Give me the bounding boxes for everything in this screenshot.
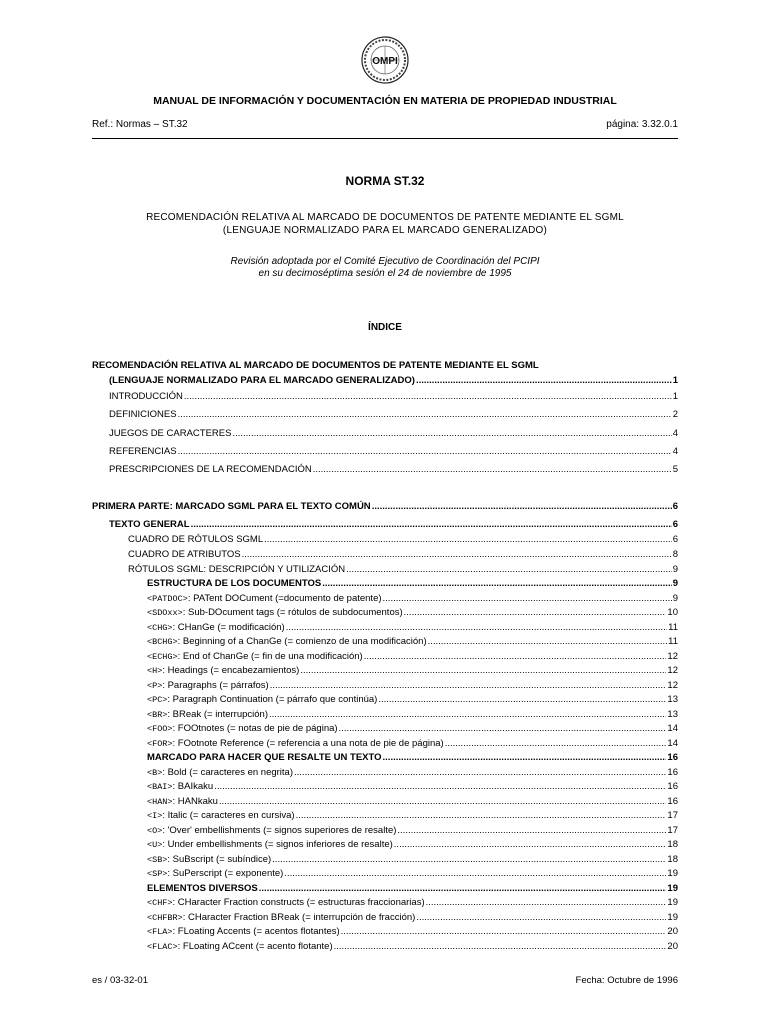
toc-entry[interactable] — [109, 519, 678, 530]
toc-page-number: 19 — [667, 897, 678, 908]
sgml-tag: <CHF> — [147, 898, 173, 908]
sgml-tag: <FLAC> — [147, 942, 178, 952]
toc-entry-title — [147, 607, 403, 618]
toc-entry-text: : Under embellishments (= signos inferiores de resalte) — [162, 839, 393, 850]
toc-page-number: 9 — [672, 593, 678, 604]
toc-entry[interactable] — [147, 941, 678, 952]
footer-date: Fecha: Octubre de 1996 — [575, 975, 678, 986]
toc-leader-dots — [426, 897, 667, 908]
toc-entry-text: ESTRUCTURA DE LOS DOCUMENTOS — [147, 578, 322, 589]
toc-page-number: 16 — [667, 796, 678, 807]
toc-entry[interactable] — [147, 854, 678, 865]
toc-leader-dots — [383, 593, 672, 604]
toc-entry-title — [147, 839, 393, 850]
toc-entry[interactable] — [147, 665, 678, 676]
toc-leader-dots — [232, 428, 671, 439]
toc-entry-title — [92, 501, 371, 512]
toc-entry-title — [147, 636, 427, 647]
toc-page-number: 8 — [672, 549, 678, 560]
toc-page-number: 11 — [668, 622, 678, 633]
toc-entry-title — [109, 446, 177, 457]
toc-entry-text: INTRODUCCIÓN — [109, 391, 183, 402]
toc-entry-title — [147, 694, 377, 705]
toc-entry-text: : End of ChanGe (= fin de una modificación) — [177, 651, 363, 662]
toc-entry-text: : BAIkaku — [172, 781, 214, 792]
toc-entry-title — [147, 709, 268, 720]
toc-entry-text: TEXTO GENERAL — [109, 519, 190, 530]
toc-entry[interactable] — [92, 501, 678, 512]
toc-entry[interactable] — [147, 723, 678, 734]
toc-entry-text: : Sub-DOcument tags (= rótulos de subdocumentos) — [182, 607, 403, 618]
toc-entry-title — [128, 564, 345, 575]
toc-entry-text: (LENGUAJE NORMALIZADO PARA EL MARCADO GENERALIZADO) — [109, 375, 415, 386]
toc-leader-dots — [300, 665, 666, 676]
toc-entry-text: : Headings (= encabezamientos) — [162, 665, 300, 676]
toc-page-number: 14 — [667, 738, 678, 749]
toc-entry-title — [147, 680, 269, 691]
toc-leader-dots — [219, 796, 667, 807]
sgml-tag: <U> — [147, 840, 163, 850]
sgml-tag: <FLA> — [147, 927, 173, 937]
toc-entry-text: : FLoating ACcent (= acento flotante) — [177, 941, 333, 952]
toc-entry[interactable] — [147, 709, 678, 720]
toc-entry-text: : BReak (= interrupción) — [167, 709, 268, 720]
toc-page-number: 6 — [672, 534, 678, 545]
toc-entry-title — [147, 723, 338, 734]
toc-entry[interactable] — [147, 622, 678, 633]
toc-page-number: 17 — [667, 825, 678, 836]
toc-entry-title — [147, 767, 293, 778]
toc-entry[interactable] — [147, 767, 678, 778]
toc-entry[interactable] — [147, 810, 678, 821]
toc-entry-text: : SuPerscript (= exponente) — [167, 868, 284, 879]
toc-entry[interactable] — [128, 564, 678, 575]
toc-entry-title — [147, 796, 218, 807]
toc-leader-dots — [294, 767, 666, 778]
toc-entry[interactable] — [109, 409, 678, 420]
toc-leader-dots — [270, 680, 667, 691]
sgml-tag: <B> — [147, 768, 163, 778]
toc-page-number: 9 — [672, 564, 678, 575]
sgml-tag: <BR> — [147, 710, 168, 720]
sgml-tag: <FOR> — [147, 739, 173, 749]
toc-leader-dots — [378, 694, 666, 705]
toc-leader-dots — [272, 854, 666, 865]
toc-leader-dots — [191, 519, 672, 530]
toc-entry[interactable] — [147, 781, 678, 792]
toc-entry-text: : Paragraph Continuation (= párrafo que continúa) — [167, 694, 378, 705]
toc-entry-text: : CHanGe (= modificación) — [172, 622, 285, 633]
toc-page-number: 1 — [672, 391, 678, 402]
toc-entry-text: : Paragraphs (= párrafos) — [162, 680, 269, 691]
toc-page-number: 2 — [672, 409, 678, 420]
toc-entry-title — [109, 409, 177, 420]
toc-entry-text: : CHaracter Fraction BReak (= interrupción de fracción) — [182, 912, 416, 923]
toc-leader-dots — [404, 607, 667, 618]
toc-page-number: 5 — [672, 464, 678, 475]
toc-entry-title — [147, 897, 425, 908]
toc-entry-text: PRIMERA PARTE: MARCADO SGML PARA EL TEXTO COMÚN — [92, 501, 371, 512]
toc-entry-title — [147, 665, 299, 676]
sgml-tag: <P> — [147, 681, 163, 691]
toc-entry-title — [147, 825, 396, 836]
sgml-tag: <BCHG> — [147, 637, 178, 647]
toc-entry-title — [147, 622, 285, 633]
toc-entry-text: PRESCRIPCIONES DE LA RECOMENDACIÓN — [109, 464, 312, 475]
revision-note — [0, 256, 770, 280]
toc-page-number: 13 — [667, 709, 678, 720]
toc-entry-text: : CHaracter Fraction constructs (= estructuras fraccionarias) — [172, 897, 425, 908]
toc-entry-title — [109, 464, 312, 475]
toc-leader-dots — [364, 651, 667, 662]
toc-page-number: 11 — [668, 636, 678, 647]
toc-entry-text: : PATent DOCument (=documento de patente) — [187, 593, 382, 604]
toc-entry-title — [147, 926, 340, 937]
toc-leader-dots — [346, 564, 672, 575]
toc-entry-title — [128, 549, 241, 560]
toc-entry[interactable] — [147, 926, 678, 937]
footer-code: es / 03-32-01 — [92, 975, 148, 986]
ompi-logo — [359, 34, 411, 86]
toc-entry-title — [92, 360, 539, 371]
sgml-tag: <H> — [147, 666, 163, 676]
toc-entry-title — [147, 854, 271, 865]
toc-entry[interactable] — [147, 912, 678, 923]
toc-page-number: 12 — [667, 651, 678, 662]
toc-leader-dots — [416, 375, 672, 386]
toc-entry[interactable] — [147, 578, 678, 589]
toc-page-number: 12 — [667, 680, 678, 691]
recommendation-title — [0, 211, 770, 237]
toc-entry-title — [147, 883, 258, 894]
toc-leader-dots — [313, 464, 672, 475]
toc-page-number: 16 — [667, 781, 678, 792]
toc-leader-dots — [269, 709, 666, 720]
reference: Ref.: Normas – ST.32 — [92, 119, 188, 130]
toc-entry-text: : FOotnote Reference (= referencia a una nota de pie de página) — [172, 738, 444, 749]
toc-page-number: 19 — [667, 883, 678, 894]
toc-entry-text: CUADRO DE ATRIBUTOS — [128, 549, 241, 560]
toc-entry-title — [128, 534, 263, 545]
toc-entry[interactable] — [92, 360, 539, 371]
toc-entry[interactable] — [147, 694, 678, 705]
sgml-tag: <CHG> — [147, 623, 173, 633]
toc-entry-text: REFERENCIAS — [109, 446, 177, 457]
toc-entry-text: ELEMENTOS DIVERSOS — [147, 883, 258, 894]
toc-entry-title — [109, 375, 415, 386]
toc-leader-dots — [394, 839, 667, 850]
toc-page-number: 18 — [667, 854, 678, 865]
toc-entry-title — [109, 519, 190, 530]
toc-entry[interactable] — [147, 651, 678, 662]
toc-entry-title — [147, 593, 382, 604]
sgml-tag: <O> — [147, 826, 163, 836]
toc-leader-dots — [428, 636, 668, 647]
sgml-tag: <PC> — [147, 695, 168, 705]
toc-entry-title — [147, 578, 321, 589]
toc-entry-title — [147, 651, 363, 662]
manual-title: MANUAL DE INFORMACIÓN Y DOCUMENTACIÓN EN MATERIA DE PROPIEDAD INDUSTRIAL — [153, 95, 617, 107]
toc-entry-text: : HANkaku — [172, 796, 218, 807]
toc-entry-text: JUEGOS DE CARACTERES — [109, 428, 232, 439]
page-number: página: 3.32.0.1 — [606, 119, 678, 130]
toc-page-number: 13 — [667, 694, 678, 705]
toc-entry[interactable] — [147, 738, 678, 749]
toc-entry[interactable] — [147, 636, 678, 647]
toc-entry-text: RÓTULOS SGML: DESCRIPCIÓN Y UTILIZACIÓN — [128, 564, 346, 575]
toc-page-number: 4 — [672, 428, 678, 439]
revision-line-2: en su decimoséptima sesión el 24 de noviembre de 1995 — [258, 268, 512, 279]
toc-entry-title — [147, 941, 333, 952]
toc-entry-text: : FLoating Accents (= acentos flotantes) — [172, 926, 340, 937]
toc-page-number: 16 — [667, 767, 678, 778]
toc-entry[interactable] — [147, 680, 678, 691]
toc-leader-dots — [178, 409, 672, 420]
toc-page-number: 14 — [667, 723, 678, 734]
toc-page-number: 9 — [672, 578, 678, 589]
sgml-tag: <SB> — [147, 855, 168, 865]
toc-leader-dots — [178, 446, 672, 457]
recommendation-line-2: (LENGUAJE NORMALIZADO PARA EL MARCADO GENERALIZADO) — [222, 225, 548, 236]
index-heading: ÍNDICE — [368, 322, 402, 333]
toc-page-number: 20 — [667, 926, 678, 937]
toc-leader-dots — [284, 868, 666, 879]
toc-leader-dots — [296, 810, 667, 821]
toc-page-number: 4 — [672, 446, 678, 457]
sgml-tag: <PATDOC> — [147, 594, 188, 604]
toc-entry-text: RECOMENDACIÓN RELATIVA AL MARCADO DE DOCUMENTOS DE PATENTE MEDIANTE EL SGML — [92, 360, 539, 371]
toc-leader-dots — [334, 941, 667, 952]
toc-page-number: 19 — [667, 912, 678, 923]
toc-leader-dots — [341, 926, 667, 937]
toc-entry[interactable] — [147, 883, 678, 894]
sgml-tag: <BAI> — [147, 782, 173, 792]
toc-entry-text: : Beginning of a ChanGe (= comienzo de una modificación) — [177, 636, 427, 647]
toc-leader-dots — [264, 534, 672, 545]
sgml-tag: <FOO> — [147, 724, 173, 734]
toc-entry-title — [147, 912, 415, 923]
toc-entry[interactable] — [147, 825, 678, 836]
toc-page-number: 18 — [667, 839, 678, 850]
sgml-tag: <ECHG> — [147, 652, 178, 662]
toc-entry[interactable] — [128, 534, 678, 545]
toc-entry[interactable] — [109, 391, 678, 402]
toc-leader-dots — [322, 578, 672, 589]
sgml-tag: <HAN> — [147, 797, 173, 807]
toc-entry-text: : Bold (= caracteres en negrita) — [162, 767, 294, 778]
logo-text: OMPI — [372, 56, 398, 67]
toc-entry[interactable] — [147, 897, 678, 908]
toc-entry-text: MARCADO PARA HACER QUE RESALTE UN TEXTO — [147, 752, 382, 763]
sgml-tag: <SP> — [147, 869, 168, 879]
toc-leader-dots — [242, 549, 672, 560]
toc-entry-text: CUADRO DE RÓTULOS SGML — [128, 534, 264, 545]
toc-entry-title — [109, 391, 183, 402]
toc-entry[interactable] — [128, 549, 678, 560]
toc-page-number: 19 — [667, 868, 678, 879]
toc-entry-title — [109, 428, 231, 439]
toc-entry[interactable] — [147, 796, 678, 807]
toc-leader-dots — [397, 825, 666, 836]
toc-entry[interactable] — [147, 607, 678, 618]
toc-entry[interactable] — [109, 464, 678, 475]
toc-entry[interactable] — [147, 868, 678, 879]
toc-entry-title — [147, 810, 295, 821]
sgml-tag: <I> — [147, 811, 163, 821]
toc-entry-text: : FOOtnotes (= notas de pie de página) — [172, 723, 338, 734]
toc-page-number: 12 — [667, 665, 678, 676]
toc-entry-title — [147, 752, 382, 763]
toc-leader-dots — [339, 723, 667, 734]
toc-leader-dots — [445, 738, 667, 749]
toc-page-number: 1 — [672, 375, 678, 386]
toc-entry[interactable] — [147, 752, 678, 763]
toc-page-number: 16 — [667, 752, 678, 763]
toc-page-number: 6 — [672, 519, 678, 530]
toc-page-number: 20 — [667, 941, 678, 952]
sgml-tag: <SDOxx> — [147, 608, 183, 618]
toc-entry-title — [147, 868, 283, 879]
toc-entry-text: DEFINICIONES — [109, 409, 177, 420]
toc-entry[interactable] — [109, 446, 678, 457]
toc-leader-dots — [184, 391, 672, 402]
header-divider — [92, 138, 678, 139]
toc-leader-dots — [286, 622, 667, 633]
toc-leader-dots — [259, 883, 667, 894]
toc-leader-dots — [383, 752, 667, 763]
recommendation-line-1: RECOMENDACIÓN RELATIVA AL MARCADO DE DOCUMENTOS DE PATENTE MEDIANTE EL SGML — [146, 212, 624, 223]
toc-entry-text: : 'Over' embellishments (= signos superiores de resalte) — [162, 825, 397, 836]
toc-leader-dots — [214, 781, 666, 792]
revision-line-1: Revisión adoptada por el Comité Ejecutivo de Coordinación del PCIPI — [230, 256, 540, 267]
toc-page-number: 10 — [667, 607, 678, 618]
toc-leader-dots — [416, 912, 666, 923]
document-title: NORMA ST.32 — [345, 174, 425, 188]
toc-entry-title — [147, 781, 213, 792]
toc-entry-text: : SuBscript (= subíndice) — [167, 854, 272, 865]
toc-entry[interactable] — [109, 375, 678, 386]
toc-page-number: 6 — [672, 501, 678, 512]
toc-leader-dots — [372, 501, 672, 512]
toc-entry[interactable] — [147, 839, 678, 850]
toc-entry-title — [147, 738, 444, 749]
sgml-tag: <CHFBR> — [147, 913, 183, 923]
toc-entry[interactable] — [147, 593, 678, 604]
toc-entry[interactable] — [109, 428, 678, 439]
toc-page-number: 17 — [667, 810, 678, 821]
toc-entry-text: : Italic (= caracteres en cursiva) — [162, 810, 295, 821]
